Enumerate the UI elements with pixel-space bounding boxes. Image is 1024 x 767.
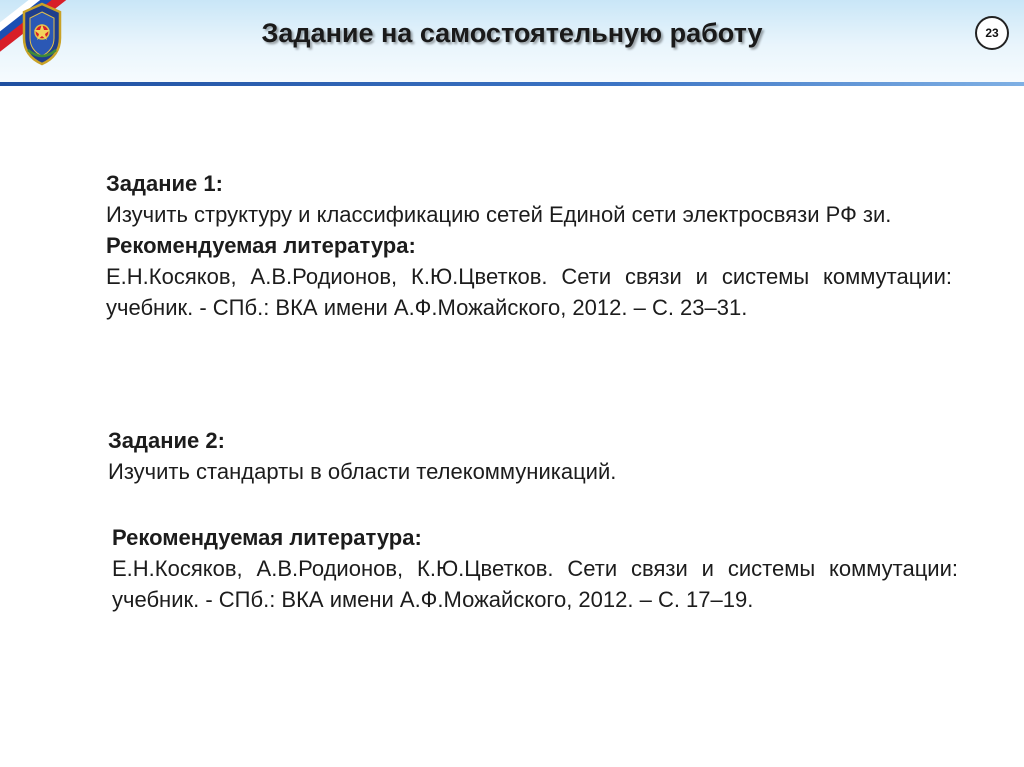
- task1-text: Изучить структуру и классификацию сетей Единой сети электросвязи РФ зи.: [106, 202, 892, 227]
- task1-block: [106, 168, 952, 323]
- header-divider: [0, 82, 1024, 86]
- slide-header: [0, 0, 1024, 82]
- task2-text: Изучить стандарты в области телекоммуникаций.: [108, 459, 617, 484]
- task2-literature-block: [112, 522, 958, 615]
- page-number-badge: 23: [975, 16, 1009, 50]
- task1-literature-heading: Рекомендуемая литература:: [106, 233, 416, 258]
- slide-title: Задание на самостоятельную работу: [261, 18, 763, 48]
- task2-literature-heading: Рекомендуемая литература:: [112, 525, 422, 550]
- task2-heading: Задание 2:: [108, 428, 225, 453]
- task1-literature-text: Е.Н.Косяков, А.В.Родионов, К.Ю.Цветков. Сети связи и системы коммутации: учебник. - СПб.: ВКА имени А.Ф.Можайского, 2012. – С. 23–31.: [106, 264, 952, 320]
- task2-literature-text: Е.Н.Косяков, А.В.Родионов, К.Ю.Цветков. Сети связи и системы коммутации: учебник. - СПб.: ВКА имени А.Ф.Можайского, 2012. – С. 17–19.: [112, 556, 958, 612]
- task1-heading: Задание 1:: [106, 171, 223, 196]
- task2-block: [108, 425, 954, 487]
